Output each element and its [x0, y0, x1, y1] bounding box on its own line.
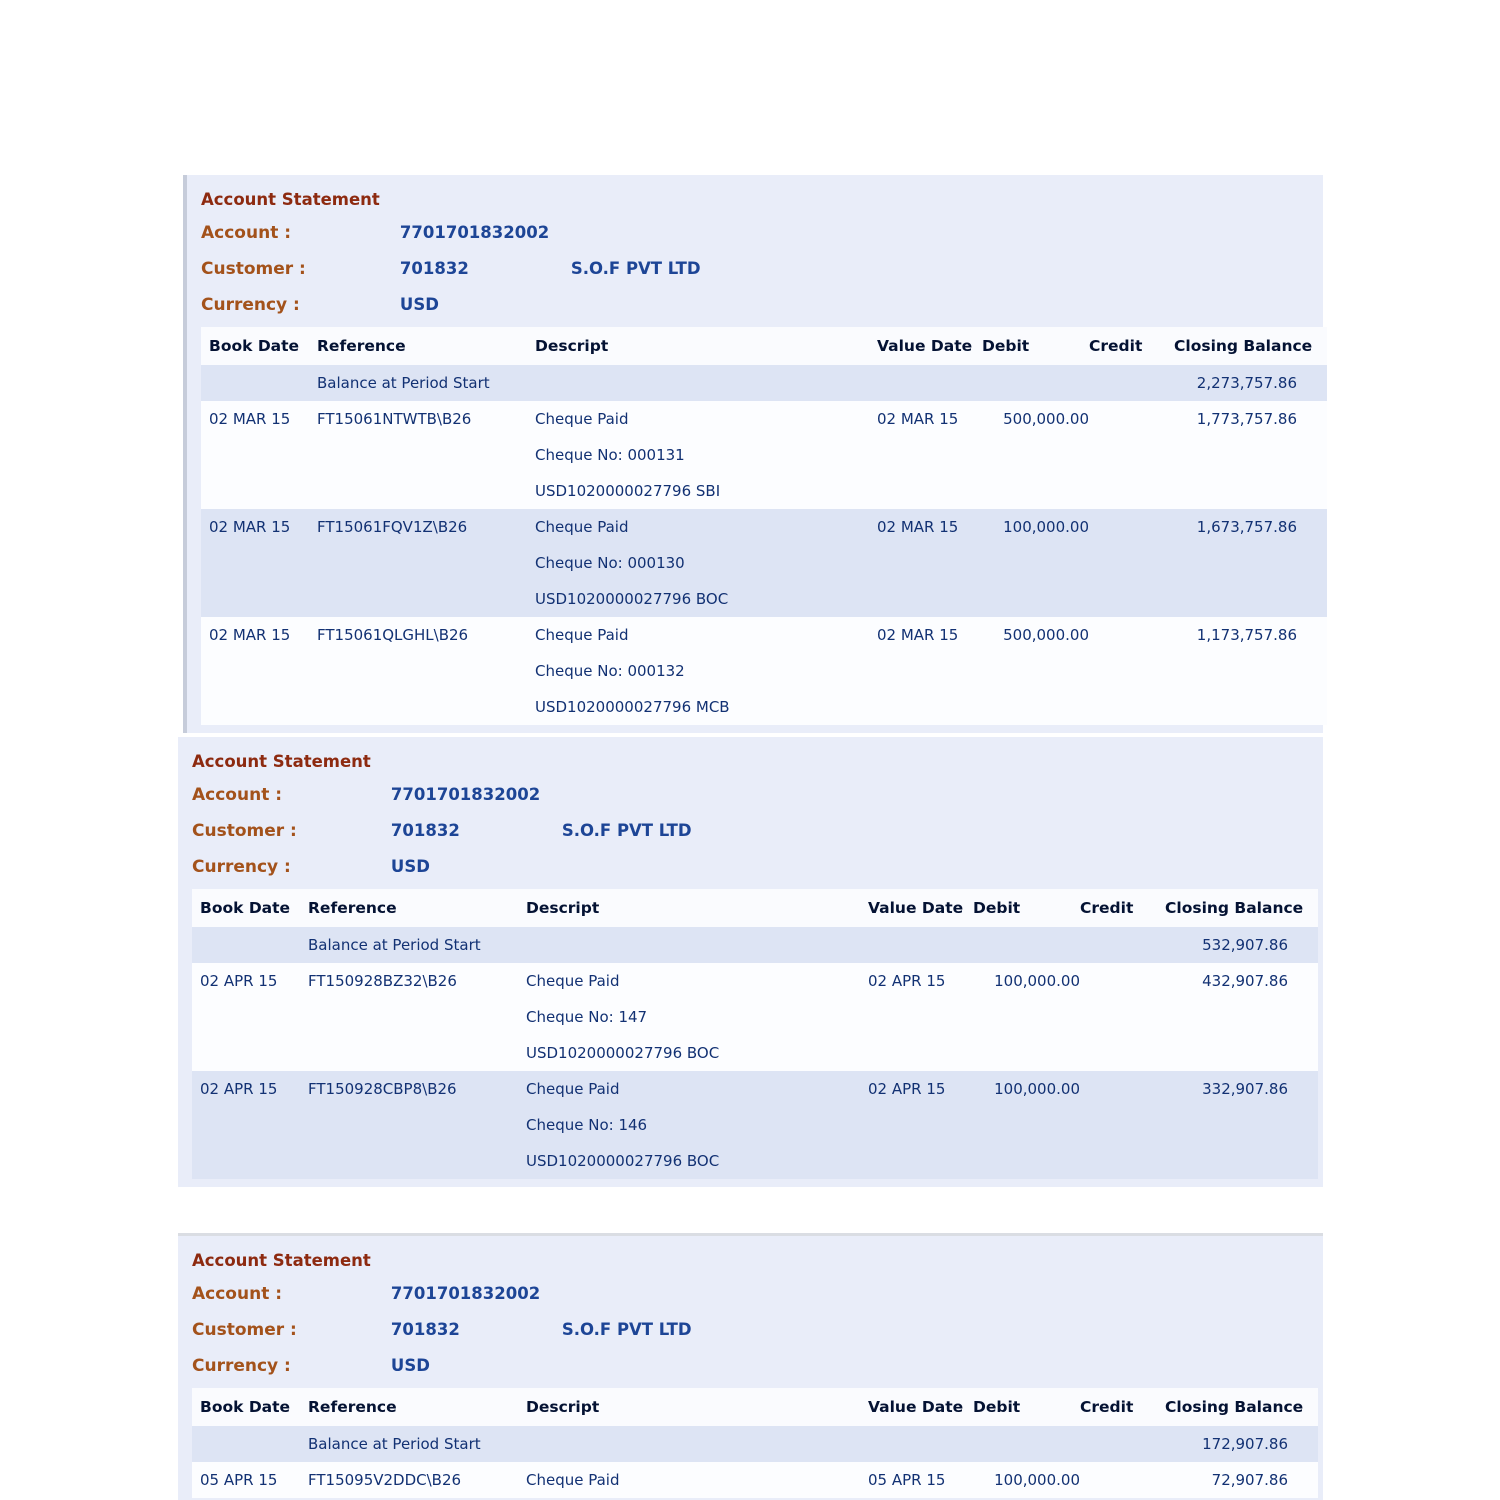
cell-descript: Cheque Paid [526, 1471, 620, 1489]
cell-reference [317, 581, 535, 617]
col-header-closing-balance: Closing Balance [1165, 1398, 1304, 1416]
cell-book-date: 02 APR 15 [200, 1080, 278, 1098]
cell-book-date [201, 437, 317, 473]
cell-value-date [877, 437, 982, 473]
cell-book-date [192, 1107, 308, 1143]
cell-book-date [201, 581, 317, 617]
cell-descript: Cheque No: 146 [526, 1116, 648, 1134]
cell-reference [317, 473, 535, 509]
col-header-closing-balance: Closing Balance [1165, 899, 1304, 917]
cell-credit [1089, 617, 1174, 653]
cell-credit [1080, 1462, 1165, 1498]
table-row [201, 473, 1327, 509]
cell-closing-balance [1165, 999, 1318, 1035]
cell-value-date [877, 545, 982, 581]
customer-label: Customer : [201, 259, 306, 279]
account-statement-panel [178, 737, 1323, 1187]
col-header-credit: Credit [1080, 1398, 1134, 1416]
cell-credit [1080, 1143, 1165, 1179]
account-label: Account : [192, 785, 283, 805]
customer-name: S.O.F PVT LTD [570, 259, 701, 278]
table-row [192, 1107, 1318, 1143]
cell-credit [1080, 1071, 1165, 1107]
col-header-reference: Reference [308, 1398, 397, 1416]
cell-closing-balance [1174, 473, 1327, 509]
currency-label: Currency : [201, 295, 300, 315]
cell-debit [982, 473, 1089, 509]
cell-closing-balance: 332,907.86 [1202, 1080, 1288, 1098]
cell-value-date [868, 1143, 973, 1179]
cell-reference [308, 1143, 526, 1179]
cell-closing-balance: 2,273,757.86 [1196, 374, 1297, 392]
cell-book-date [192, 1035, 308, 1071]
cell-closing-balance: 72,907.86 [1211, 1471, 1288, 1489]
table-row [192, 1071, 1318, 1107]
currency-field [192, 1348, 1323, 1384]
cell-reference: Balance at Period Start [308, 936, 481, 954]
cell-closing-balance [1174, 581, 1327, 617]
col-header-value-date: Value Date [868, 1398, 964, 1416]
customer-field [192, 813, 1323, 849]
cell-reference: FT15061FQV1Z\B26 [317, 518, 468, 536]
table-row [192, 1426, 1318, 1462]
customer-field [192, 1312, 1323, 1348]
cell-value-date: 05 APR 15 [868, 1471, 946, 1489]
cell-closing-balance [1165, 1143, 1318, 1179]
cell-closing-balance [1174, 653, 1327, 689]
currency-field [201, 287, 1323, 323]
cell-debit [982, 437, 1089, 473]
cell-debit [973, 927, 1080, 963]
cell-closing-balance: 532,907.86 [1202, 936, 1288, 954]
customer-label: Customer : [192, 1320, 297, 1340]
cell-credit [1089, 401, 1174, 437]
account-number: 7701701832002 [399, 223, 550, 242]
cell-debit [982, 653, 1089, 689]
cell-value-date: 02 APR 15 [868, 972, 946, 990]
cell-descript: Cheque Paid [535, 410, 629, 428]
table-body [192, 1426, 1318, 1498]
cell-reference [317, 437, 535, 473]
cell-reference: Balance at Period Start [317, 374, 490, 392]
customer-number: 701832 [390, 821, 460, 840]
cell-book-date: 02 APR 15 [200, 972, 278, 990]
cell-descript: Cheque No: 147 [526, 1008, 648, 1026]
table-body [201, 365, 1327, 725]
account-statement-panel [183, 175, 1323, 733]
table-header-row [192, 1388, 1318, 1426]
cell-descript: Cheque Paid [526, 1080, 620, 1098]
cell-descript: Cheque Paid [526, 972, 620, 990]
customer-name: S.O.F PVT LTD [561, 821, 692, 840]
cell-credit [1089, 653, 1174, 689]
cell-credit [1089, 509, 1174, 545]
cell-book-date [201, 653, 317, 689]
currency-field [192, 849, 1323, 885]
table-row [201, 365, 1327, 401]
cell-descript [526, 927, 868, 963]
cell-book-date [201, 689, 317, 725]
col-header-value-date: Value Date [877, 337, 973, 355]
cell-credit [1080, 1426, 1165, 1462]
cell-debit [973, 999, 1080, 1035]
table-row [201, 437, 1327, 473]
cell-credit [1080, 927, 1165, 963]
table-row [192, 963, 1318, 999]
cell-closing-balance: 1,673,757.86 [1196, 518, 1297, 536]
cell-closing-balance [1174, 689, 1327, 725]
cell-credit [1080, 1035, 1165, 1071]
currency-value: USD [390, 857, 430, 876]
cell-closing-balance: 432,907.86 [1202, 972, 1288, 990]
cell-value-date [877, 473, 982, 509]
currency-value: USD [390, 1356, 430, 1375]
account-number: 7701701832002 [390, 785, 541, 804]
cell-reference [308, 1035, 526, 1071]
cell-credit [1089, 365, 1174, 401]
table-row [192, 927, 1318, 963]
cell-value-date [868, 999, 973, 1035]
cell-book-date [201, 473, 317, 509]
cell-book-date [201, 545, 317, 581]
cell-credit [1080, 1107, 1165, 1143]
cell-debit: 500,000.00 [1003, 410, 1089, 428]
account-number: 7701701832002 [390, 1284, 541, 1303]
cell-book-date: 02 MAR 15 [209, 518, 291, 536]
cell-reference: FT150928CBP8\B26 [308, 1080, 457, 1098]
cell-debit [973, 1107, 1080, 1143]
cell-closing-balance [1174, 545, 1327, 581]
currency-label: Currency : [192, 1356, 291, 1376]
col-header-reference: Reference [317, 337, 406, 355]
cell-reference: FT15061NTWTB\B26 [317, 410, 472, 428]
cell-reference: FT15095V2DDC\B26 [308, 1471, 462, 1489]
cell-value-date [877, 365, 982, 401]
table-body [192, 927, 1318, 1179]
statement-content [187, 175, 1323, 733]
table-row [201, 617, 1327, 653]
table-row [201, 581, 1327, 617]
cell-closing-balance [1174, 437, 1327, 473]
table-row [192, 999, 1318, 1035]
col-header-book-date: Book Date [200, 899, 291, 917]
cell-reference [308, 1107, 526, 1143]
cell-book-date: 02 MAR 15 [209, 626, 291, 644]
cell-descript: USD1020000027796 BOC [526, 1152, 720, 1170]
col-header-reference: Reference [308, 899, 397, 917]
cell-value-date: 02 MAR 15 [877, 518, 959, 536]
customer-number: 701832 [390, 1320, 460, 1339]
cell-debit: 100,000.00 [994, 1080, 1080, 1098]
statement-title: Account Statement [201, 190, 380, 209]
transactions-table [192, 889, 1318, 1179]
cell-value-date [877, 581, 982, 617]
col-header-descript: Descript [526, 899, 600, 917]
cell-book-date [201, 365, 317, 401]
currency-value: USD [399, 295, 439, 314]
cell-debit [982, 545, 1089, 581]
cell-debit [973, 1426, 1080, 1462]
col-header-book-date: Book Date [200, 1398, 291, 1416]
cell-descript: USD1020000027796 BOC [535, 590, 729, 608]
table-row [201, 545, 1327, 581]
cell-descript: Cheque No: 000131 [535, 446, 685, 464]
statement-content [178, 1236, 1323, 1500]
cell-debit: 100,000.00 [1003, 518, 1089, 536]
cell-debit: 100,000.00 [994, 972, 1080, 990]
table-row [192, 1462, 1318, 1498]
table-row [201, 509, 1327, 545]
cell-book-date [192, 1426, 308, 1462]
cell-value-date [868, 1107, 973, 1143]
col-header-credit: Credit [1089, 337, 1143, 355]
cell-value-date [868, 1426, 973, 1462]
statement-title: Account Statement [192, 1251, 371, 1270]
cell-value-date [868, 927, 973, 963]
cell-reference: FT15061QLGHL\B26 [317, 626, 469, 644]
table-row [192, 1143, 1318, 1179]
cell-debit: 500,000.00 [1003, 626, 1089, 644]
customer-name: S.O.F PVT LTD [561, 1320, 692, 1339]
statement-content [178, 737, 1323, 1187]
transactions-table [201, 327, 1327, 725]
currency-label: Currency : [192, 857, 291, 877]
account-field [192, 1276, 1323, 1312]
col-header-book-date: Book Date [209, 337, 300, 355]
cell-book-date [192, 1143, 308, 1179]
cell-closing-balance: 1,173,757.86 [1196, 626, 1297, 644]
cell-debit [973, 1035, 1080, 1071]
cell-book-date: 05 APR 15 [200, 1471, 278, 1489]
cell-value-date: 02 MAR 15 [877, 626, 959, 644]
account-label: Account : [192, 1284, 283, 1304]
cell-credit [1089, 545, 1174, 581]
account-label: Account : [201, 223, 292, 243]
cell-book-date [192, 927, 308, 963]
cell-descript: USD1020000027796 SBI [535, 482, 721, 500]
cell-descript: Cheque No: 000130 [535, 554, 685, 572]
statement-title: Account Statement [192, 752, 371, 771]
cell-value-date [877, 653, 982, 689]
cell-descript: Cheque No: 000132 [535, 662, 685, 680]
cell-value-date [868, 1035, 973, 1071]
cell-credit [1089, 689, 1174, 725]
customer-number: 701832 [399, 259, 469, 278]
cell-value-date: 02 MAR 15 [877, 410, 959, 428]
cell-descript: USD1020000027796 MCB [535, 698, 730, 716]
col-header-debit: Debit [982, 337, 1030, 355]
col-header-debit: Debit [973, 899, 1021, 917]
cell-credit [1089, 437, 1174, 473]
cell-reference [317, 689, 535, 725]
account-field [201, 215, 1323, 251]
cell-debit [982, 581, 1089, 617]
cell-closing-balance: 172,907.86 [1202, 1435, 1288, 1453]
cell-closing-balance [1165, 1107, 1318, 1143]
cell-closing-balance: 1,773,757.86 [1196, 410, 1297, 428]
transactions-table [192, 1388, 1318, 1498]
cell-closing-balance [1165, 1035, 1318, 1071]
cell-value-date [877, 689, 982, 725]
cell-credit [1089, 581, 1174, 617]
customer-field [201, 251, 1323, 287]
account-field [192, 777, 1323, 813]
account-statement-panel [178, 1233, 1323, 1500]
cell-value-date: 02 APR 15 [868, 1080, 946, 1098]
col-header-descript: Descript [526, 1398, 600, 1416]
cell-book-date: 02 MAR 15 [209, 410, 291, 428]
cell-book-date [192, 999, 308, 1035]
col-header-closing-balance: Closing Balance [1174, 337, 1313, 355]
cell-credit [1080, 999, 1165, 1035]
cell-reference [317, 653, 535, 689]
cell-debit [982, 365, 1089, 401]
cell-debit: 100,000.00 [994, 1471, 1080, 1489]
col-header-debit: Debit [973, 1398, 1021, 1416]
cell-descript: Cheque Paid [535, 626, 629, 644]
cell-reference: FT150928BZ32\B26 [308, 972, 457, 990]
col-header-value-date: Value Date [868, 899, 964, 917]
cell-descript: USD1020000027796 BOC [526, 1044, 720, 1062]
cell-reference: Balance at Period Start [308, 1435, 481, 1453]
cell-debit [973, 1143, 1080, 1179]
table-row [192, 1035, 1318, 1071]
cell-credit [1089, 473, 1174, 509]
col-header-credit: Credit [1080, 899, 1134, 917]
cell-descript [526, 1426, 868, 1462]
col-header-descript: Descript [535, 337, 609, 355]
table-header-row [192, 889, 1318, 927]
cell-reference [308, 999, 526, 1035]
table-header-row [201, 327, 1327, 365]
customer-label: Customer : [192, 821, 297, 841]
cell-descript: Cheque Paid [535, 518, 629, 536]
table-row [201, 689, 1327, 725]
cell-reference [317, 545, 535, 581]
cell-descript [535, 365, 877, 401]
cell-credit [1080, 963, 1165, 999]
table-row [201, 401, 1327, 437]
table-row [201, 653, 1327, 689]
cell-debit [982, 689, 1089, 725]
